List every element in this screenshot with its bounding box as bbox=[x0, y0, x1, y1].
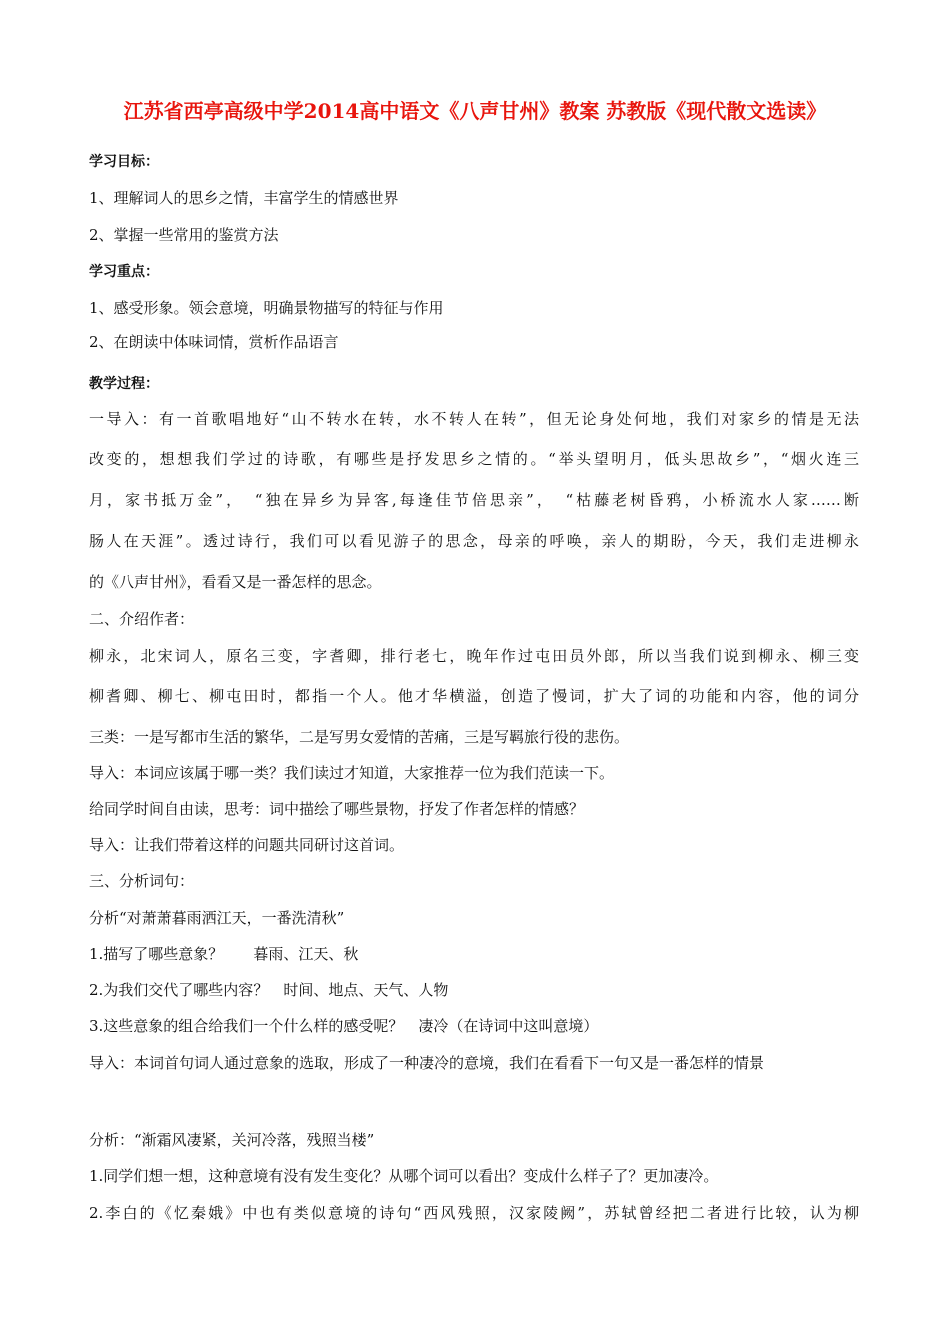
section-heading-analysis: 三、分析词句： bbox=[89, 872, 195, 890]
section-heading-learning-goals: 学习目标： bbox=[89, 154, 159, 170]
question-line: 2.为我们交代了哪些内容？ 时间、地点、天气、人物 bbox=[89, 981, 449, 999]
paragraph-line: 柳耆卿、柳七、柳屯田时，都指一个人。他才华横溢，创造了慢词，扩大了词的功能和内容，他的词分 bbox=[89, 687, 859, 705]
paragraph-line: 一导入：有一首歌唱地好“山不转水在转，水不转人在转”，但无论身处何地，我们对家乡的情是无法 bbox=[89, 410, 859, 428]
paragraph-line: 导入：让我们带着这样的问题共同研讨这首词。 bbox=[89, 836, 405, 854]
paragraph-line: 改变的，想想我们学过的诗歌，有哪些是抒发思乡之情的。“举头望明月，低头思故乡”，“烟火连三 bbox=[89, 450, 859, 468]
goal-item-2: 2、掌握一些常用的鉴赏方法 bbox=[89, 226, 279, 244]
document-title: 江苏省西亭高级中学2014高中语文《八声甘州》教案 苏教版《现代散文选读》 bbox=[123, 99, 827, 123]
paragraph-line: 分析“对萧萧暮雨洒江天，一番洗清秋” bbox=[89, 909, 345, 927]
key-point-1: 1、感受形象。领会意境，明确景物描写的特征与作用 bbox=[89, 299, 444, 317]
paragraph-line: 给同学时间自由读，思考：词中描绘了哪些景物，抒发了作者怎样的情感？ bbox=[89, 800, 585, 818]
question-line: 1.描写了哪些意象？ 暮雨、江天、秋 bbox=[89, 945, 359, 963]
question-line: 2.李白的《忆秦娥》中也有类似意境的诗句“西风残照，汉家陵阙”，苏轼曾经把二者进行比较，认为柳 bbox=[89, 1204, 859, 1222]
paragraph-line: 导入：本词首句词人通过意象的选取，形成了一种凄冷的意境，我们在看看下一句又是一番怎样的情景 bbox=[89, 1054, 765, 1072]
section-heading-teaching-process: 教学过程： bbox=[89, 376, 159, 392]
question-line: 1.同学们想一想，这种意境有没有发生变化？从哪个词可以看出？变成什么样子了？更加凄冷。 bbox=[89, 1167, 719, 1185]
paragraph-line: 导入：本词应该属于哪一类？我们读过才知道，大家推荐一位为我们范读一下。 bbox=[89, 764, 615, 782]
paragraph-line: 的《八声甘州》，看看又是一番怎样的思念。 bbox=[89, 573, 382, 591]
paragraph-line: 分析：“渐霜风凄紧，关河冷落，残照当楼” bbox=[89, 1131, 375, 1149]
goal-item-1: 1、理解词人的思乡之情，丰富学生的情感世界 bbox=[89, 189, 399, 207]
paragraph-line: 柳永，北宋词人，原名三变，字耆卿，排行老七，晚年作过屯田员外郎，所以当我们说到柳永、柳三变 bbox=[89, 647, 859, 665]
question-line: 3.这些意象的组合给我们一个什么样的感受呢？ 凄冷（在诗词中这叫意境） bbox=[89, 1017, 599, 1035]
section-heading-author: 二、介绍作者： bbox=[89, 610, 195, 628]
paragraph-line: 三类：一是写都市生活的繁华，二是写男女爱情的苦痛，三是写羁旅行役的悲伤。 bbox=[89, 728, 630, 746]
paragraph-line: 肠人在天涯”。透过诗行，我们可以看见游子的思念，母亲的呼唤，亲人的期盼，今天，我们走进柳永 bbox=[89, 532, 859, 550]
section-heading-key-points: 学习重点： bbox=[89, 264, 159, 280]
paragraph-line: 月，家书抵万金”， “独在异乡为异客,每逢佳节倍思亲”， “枯藤老树昏鸦，小桥流水人家……断 bbox=[89, 491, 859, 509]
key-point-2: 2、在朗读中体味词情，赏析作品语言 bbox=[89, 333, 339, 351]
